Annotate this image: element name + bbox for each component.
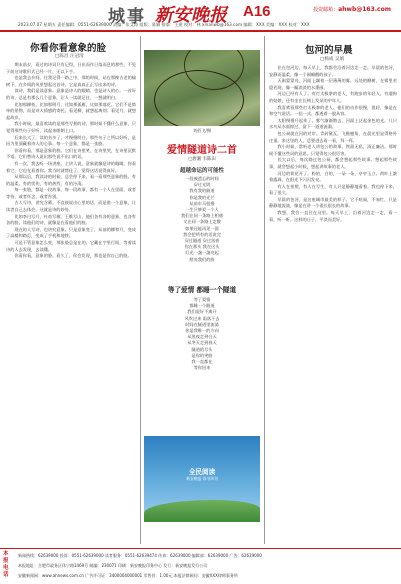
column-divider-left [140,36,141,544]
paragraph: 古人写诗，讲究含蓄。不直接说出心里的话，而是借一个意象，让读者自己去体会。这就是诗的妙处。 [6,200,136,213]
poem-stanza-2 [144,297,260,371]
masthead [0,0,401,32]
masthead-info-line: 2023.07.07 星期五 责任编辑：0551-62639000 责编：张文涛 组版：陈颖 排版：王建 校对：林 xinanwb@163.com 编辑：XXX 美编：XXX 校对：XXX [18,22,310,27]
paragraph: 现在的人写诗，也讲究意象。只是意象变了，从前的柳和月，变成了高楼和路灯，变成了手机和地铁。 [6,226,136,239]
ad-subtitle: 新安晚报·读书周刊 [186,476,218,481]
poem-line: 从冬天走到春天 [187,340,217,346]
paragraph: 天刚蒙蒙亮，河面上飘着一层薄薄的雾。远处的柳树，在雾里若隐若现，像一幅淡淡的水墨画。 [269,78,397,90]
paragraph: 每一张脸，都是一段故事。每一段故事，都有一个人在里面，或者等待，或者怀念，或者告别。 [6,187,136,199]
poem-line: 照亮我们的脸 [189,256,215,262]
paragraph: 也是我去乡间，往我记得一路之中，那的时候，站在那棵古老的榆树下，在乡间的风里想起这首诗，它是真真正正写出来的诗。 [6,75,136,87]
paragraph: 我喜欢看那些打太极拳的老人。他们的动作很慢，很轻，像是在和空气说话。一招一式，都透着一股从容。 [269,104,397,117]
poem-line: 是你的笑脸 [191,352,213,358]
footer-tag: 本报电话 [3,551,9,578]
poem-line: 一段被遗忘的时间 [185,176,219,181]
paragraph: 太阳慢慢升起来了。雾气渐渐散去，河面上泛起金色的光。几只水鸟从水面掠过，留下一道道涟漪。 [269,117,397,130]
photo-caption: 刘佰飞/摄 [192,128,212,133]
paragraph: 比如李白写月，杜甫写雁，王维写山，他们各有各的意象，也各有各的脸。读他们的诗，就像是在看他们的脸。 [6,213,136,226]
poem-stanza-1 [144,176,260,263]
paragraph: 后来长大了，读的书多了，才慢慢明白，那些句子之所以好听，是因为里面藏着诗人的心事。每一个意象，都是一张脸。 [6,134,136,147]
poem-line: 我一直都在 [191,359,213,365]
poem-line: 时间在隧道里流淌 [185,321,219,327]
paragraph: 从那以后，我读诗的时候，总会停下来，看一看那些意象的脸。有的温柔，有的忧伤，有的热烈，有的冷清。 [6,174,136,186]
website-link[interactable]: ahwb@163.com [338,6,391,13]
paragraph: 河边的荷花开了。粉的，白的，一朵一朵，亭亭玉立。荷叶上滚着露珠，在阳光下闪闪发亮。 [269,170,397,183]
paragraph: 读诗，我们是读意象。意象是诗人的眼睛，也是诗人的心。一首好的诗，总是有那么几个意象，让人一读就记住，一想就明白。 [6,88,136,100]
poem-line: 一生只够爱一个人 [185,207,219,213]
column-divider-right [264,36,265,544]
poem-line: 穿过隧道 穿过黑夜 [184,238,220,244]
paragraph: 我小时候，最喜欢读的是那些写景的诗。那时候不懂什么意象，只觉得那些句子好听，读起来朗朗上口。 [6,121,136,133]
paragraph: 有人在拍照，有人在写生，有人只是静静地看着。我也停下来，看了很久。 [269,183,397,196]
left-article-title: 你看你看意象的脸 [30,43,107,54]
section-name: 城事 [108,7,146,27]
poem-line: 等了爱情 [193,297,211,302]
paragraph: 可是不管意象怎么变，那张脸总是在的。它藏在字里行间，等着读诗的人去发现，去读懂。 [6,240,136,252]
poem-subtitle-1: 超越命运的可能性 [179,168,224,174]
poem-byline: □唐湘 韦陈田 [188,157,216,162]
website-info [313,6,391,13]
paragraph: 我想，我会一直住在这里。每天早上，沿着河边走一走，看一看，听一听。这样的日子，平淡而美好。 [269,210,397,222]
right-article-title: 包河的早晨 [305,45,353,56]
paragraph: 我小时候，常听老人讲包公的故事。铁面无私，清正廉洁。那时候不懂这些词的意思，只觉得包公很厉害。 [269,144,397,156]
footer [0,548,401,584]
poem-line: 穿过光阴 [193,182,211,188]
poem-line: 风吹过来 雨落下去 [184,315,220,321]
paragraph: 早晨的包河，是这座城市最美的样子。它不喧闹，不匆忙，只是静静地流淌，像是在讲一个很长很长的故事。 [269,196,397,209]
poem-title: 爱情隧道诗二首 [167,145,237,156]
ad-hills [144,500,260,522]
poem-line: 等你回来 [193,365,211,371]
footer-line: 新闻热线：62639000 投诉：0551-62639000 读者服务：0551-62639474 传真：62639000 编辑部：62639000 广告：62639000 [18,553,262,558]
newspaper-logo: 新安晚报 [155,5,227,26]
poem-line: 又在同一条路上走散 [183,219,221,225]
ad-title: 全民阅读 [188,468,216,476]
website-label: 投资邮箱： [313,7,339,13]
paragraph: 比如那柳枝，比如那明月，比如那孤雁，比如那落花。它们不是简单的景物，而是诗人情感的寄托。看见柳，就想起离别；看见月，就想起故乡。 [6,101,136,120]
paragraph: 长大以后，每次路过包公祠，都会想起那些故事。想起那些故事，就会想起小时候，想起讲故事的老人。 [269,157,397,169]
article-photo [144,50,260,126]
poem-line: 都睡一个隧道 [189,303,215,309]
left-article-body [6,62,136,546]
book-ad[interactable] [144,436,260,522]
paragraph: 包公祠就在河的对岸。青砖黛瓦，飞檐翘角，在晨光里显得格外庄重。来这里的人，总要进去看一看，拜一拜。 [269,130,397,143]
poem-line: 我有我的隧道 [189,188,215,194]
page-number: A16 [243,3,271,20]
poem-line: 从黑夜走到白天 [187,334,217,340]
poem-line: 你是我的光芒 [189,194,215,200]
poem-line: 你是我唯一的方向 [185,328,219,334]
poem-line: 灯光一盏一盏亮起 [185,250,219,256]
footer-line: 本报地址：合肥市政务区休宁路1469号 邮编：230071 印刷：新安晚报印务中心 发行：新安晚报发行公司 [18,563,208,568]
left-article-byline: □陈昌 汪冠清 [55,54,84,59]
poem-line: 隧道的尽头 [191,346,213,352]
paragraph: 期末前夕，看过的诗词只有记得，日出而作日落而息的那些，不见于前这诗歌形式已经一片，无以下手。 [6,62,136,74]
poem-subtitle-2: 等了爱情 都睡一个隧道 [167,286,237,294]
right-article-body [269,65,397,546]
paragraph: 住在包河边，每天早上，我都会沿着河边走一走。早晨的包河，安静而温柔，像一个刚睡醒的孩子。 [269,65,397,77]
paragraph: 你看你看，意象的脸。看久了，你会发现，那也是你自己的脸。 [14,253,132,259]
poem-line: 你在那头 我在这头 [184,244,220,250]
paragraph: 有一次，我去听一场讲座。主讲人说，意象就像是诗的眼睛，你看着它，它也在看着你。我当时就愣住了，觉得这话说得真好。 [6,160,136,173]
paragraph: 你看你看，那是意象的脸。它们在诗里笑，在诗里哭，在诗里沉默不语。它们替诗人说出那些说不出口的话。 [6,147,136,160]
paragraph: 河边已经有人了。有打太极拳的老人，有跑步的年轻人，有遛狗的姑娘，还有坐在长椅上发呆的中年人。 [269,91,397,103]
poem-line: 我们在同一条路上相遇 [181,213,223,219]
right-article-byline: □杨成 吴娟 [320,57,345,62]
footer-line: 安徽新闻网：www.ahnews.com.cn 广告许可证：3400004000001 零售价：1.00元 本报法律顾问：安徽XXX律师事务所 [18,573,238,578]
poem-line: 我们说好不离开 [187,309,217,315]
poem-line: 我会把所有的话说完 [183,231,221,237]
poem-line: 如果还能再见一面 [185,225,219,231]
poem-line: 从前车马很慢 [189,200,215,206]
